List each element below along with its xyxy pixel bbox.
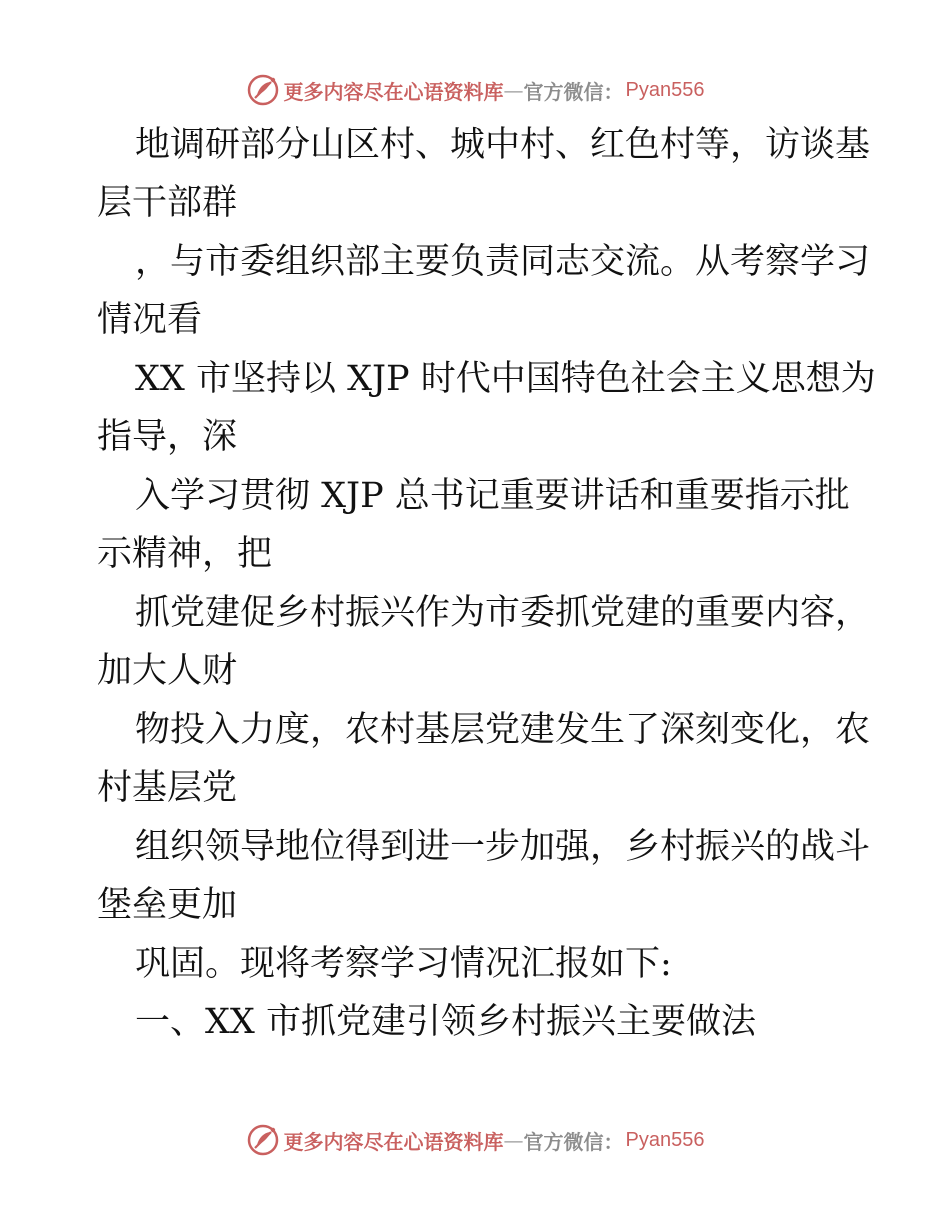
body-line: 组织领导地位得到进一步加强，乡村振兴的战斗 (135, 827, 871, 867)
body-line: 抓党建促乡村振兴作为市委抓党建的重要内容， (135, 593, 871, 633)
body-line: 入学习贯彻 XJP 总书记重要讲话和重要指示批 (135, 476, 850, 516)
watermark-library-text: 更多内容尽在心语资料库 (283, 79, 504, 104)
body-line: 堡垒更加 (97, 885, 238, 925)
watermark-official-label: 官方微信： (523, 79, 624, 104)
watermark-official-label: 官方微信： (523, 1129, 624, 1154)
body-line: 巩固。现将考察学习情况汇报如下: (135, 944, 672, 984)
watermark-wechat-id: Pyan556 (625, 78, 705, 101)
watermark-library-text: 更多内容尽在心语资料库 (283, 1129, 504, 1154)
watermark-dash: — (503, 1128, 524, 1152)
body-line: ，与市委组织部主要负责同志交流。从考察学习 (135, 242, 871, 282)
watermark-header (0, 70, 950, 110)
watermark-footer (0, 1120, 950, 1160)
watermark-dash: — (503, 78, 524, 102)
body-line: 村基层党 (97, 768, 238, 808)
watermark-wechat-id: Pyan556 (625, 1128, 705, 1151)
quill-logo-icon (246, 1123, 280, 1157)
body-line: 层干部群 (97, 183, 238, 223)
body-line: 情况看 (97, 300, 203, 340)
body-line: 示精神，把 (97, 534, 273, 574)
body-line: XX 市坚持以 XJP 时代中国特色社会主义思想为 (135, 359, 876, 399)
body-line: 物投入力度，农村基层党建发生了深刻变化，农 (135, 710, 871, 750)
body-line: 指导，深 (97, 417, 238, 457)
section-heading: 一、XX 市抓党建引领乡村振兴主要做法 (135, 1002, 756, 1042)
quill-logo-icon (246, 73, 280, 107)
body-line: 地调研部分山区村、城中村、红色村等，访谈基 (135, 125, 871, 165)
body-line: 加大人财 (97, 651, 238, 691)
